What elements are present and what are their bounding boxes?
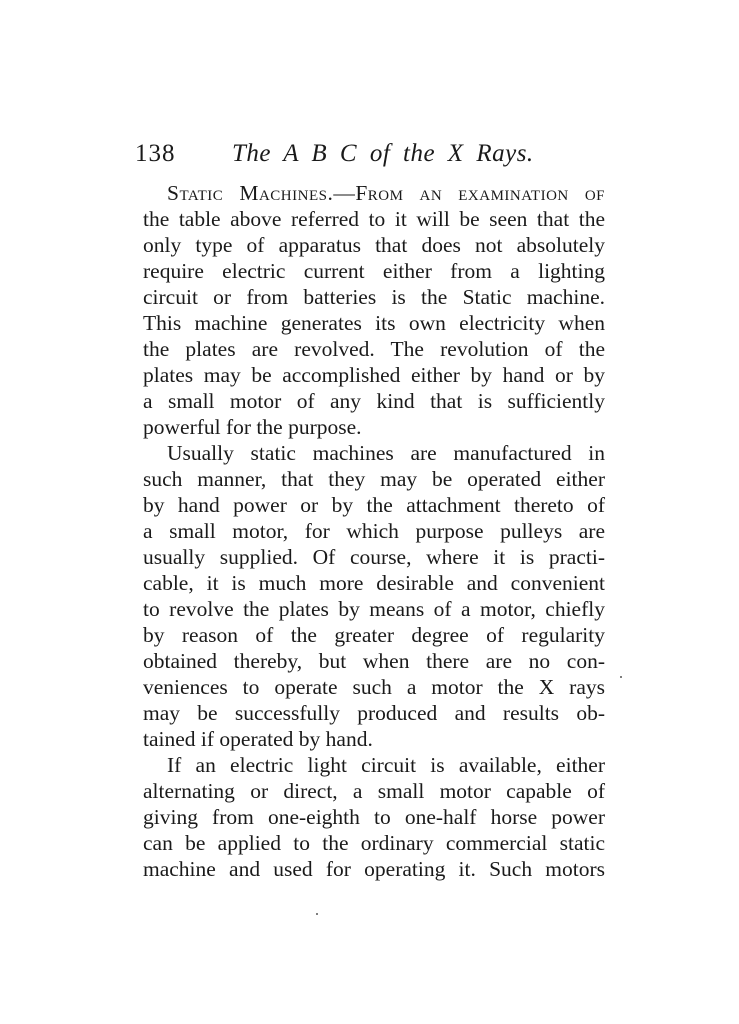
page-number: 138 [135,140,176,167]
text-line: the plates are revolved. The revolution of the [143,337,605,361]
text-line: machine and used for operating it. Such motors [143,857,605,881]
text-line: Usually static machines are manufactured in [167,441,605,465]
text-line: cable, it is much more desirable and convenient [143,571,605,595]
text-line: plates may be accomplished either by hand or by [143,363,605,387]
scan-speck [620,676,622,678]
text-line: usually supplied. Of course, where it is practi- [143,545,605,569]
scan-speck [316,913,318,915]
text-line: such manner, that they may be operated either [143,467,605,491]
body-text [143,180,605,882]
text-line: tained if operated by hand. [143,727,373,751]
text-line: may be successfully produced and results ob- [143,701,605,725]
text-line: the table above referred to it will be seen that the [143,207,605,231]
text-line: by hand power or by the attachment thereto of [143,493,605,517]
running-head [135,140,605,174]
running-title: The A B C of the X Rays. [232,140,534,167]
text-line: Static Machines.—From an examination of [167,181,605,205]
text-line: obtained thereby, but when there are no con- [143,649,605,673]
text-line: veniences to operate such a motor the X rays [143,675,605,699]
text-line: by reason of the greater degree of regularity [143,623,605,647]
text-line: powerful for the purpose. [143,415,362,439]
text-line: circuit or from batteries is the Static machine. [143,285,605,309]
text-line: a small motor of any kind that is sufficiently [143,389,605,413]
text-line: only type of apparatus that does not absolutely [143,233,605,257]
text-line: can be applied to the ordinary commercial static [143,831,605,855]
text-line: alternating or direct, a small motor capable of [143,779,605,803]
text-line: giving from one-eighth to one-half horse power [143,805,605,829]
text-line: If an electric light circuit is available, either [167,753,605,777]
text-line: This machine generates its own electricity when [143,311,605,335]
text-line: require electric current either from a lighting [143,259,605,283]
text-line: a small motor, for which purpose pulleys are [143,519,605,543]
text-line: to revolve the plates by means of a motor, chiefly [143,597,605,621]
